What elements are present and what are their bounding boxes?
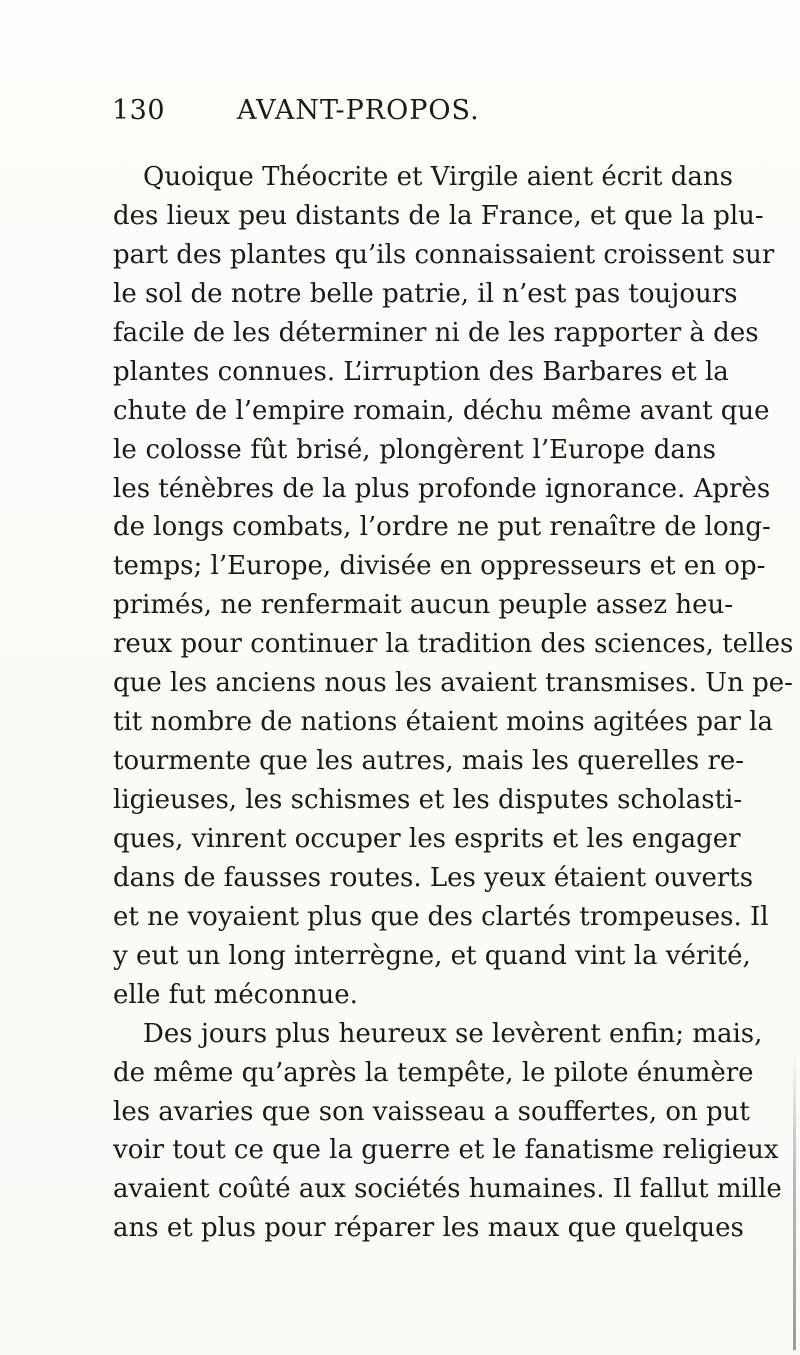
text-line: le colosse fût brisé, plongèrent l’Europe dans <box>113 434 716 465</box>
text-line: plantes connues. L’irruption des Barbares et la <box>113 356 729 387</box>
text-line: elle fut méconnue. <box>113 979 358 1010</box>
text-line: dans de fausses routes. Les yeux étaient ouverts <box>113 862 754 893</box>
text-line: ans et plus pour réparer les maux que quelques <box>113 1213 744 1244</box>
text-line: part des plantes qu’ils connaissaient croissent sur <box>113 239 775 270</box>
text-line: de longs combats, l’ordre ne put renaître de long- <box>113 512 771 543</box>
body-text <box>113 158 794 1248</box>
text-line: reux pour continuer la tradition des sciences, telles <box>113 629 794 660</box>
text-line: ligieuses, les schismes et les disputes scholasti- <box>113 785 743 815</box>
text-line: chute de l’empire romain, déchu même avant que <box>113 395 770 426</box>
text-line: primés, ne renfermait aucun peuple assez heu- <box>113 590 734 621</box>
text-line: Des jours plus heureux se levèrent enfin; mais, <box>143 1018 763 1049</box>
text-line: les ténèbres de la plus profonde ignorance. Après <box>113 473 771 504</box>
text-line: tit nombre de nations étaient moins agitées par la <box>113 707 773 738</box>
text-line: et ne voyaient plus que des clartés trompeuses. Il <box>113 901 769 932</box>
text-line: facile de les déterminer ni de les rapporter à des <box>113 317 759 348</box>
text-line: y eut un long interrègne, et quand vint la vérité, <box>113 940 751 971</box>
running-head-title: AVANT-PROPOS. <box>237 95 480 126</box>
text-line: tourmente que les autres, mais les querelles re- <box>113 746 745 777</box>
text-line: les avaries que son vaisseau a souffertes, on put <box>113 1096 750 1127</box>
page-edge-shadow <box>793 1050 796 1350</box>
text-line: temps; l’Europe, divisée en oppresseurs et en op- <box>113 551 766 582</box>
text-line: le sol de notre belle patrie, il n’est pas toujours <box>113 278 738 309</box>
page-number: 130 <box>112 95 166 126</box>
text-line: de même qu’après la tempête, le pilote énumère <box>113 1057 754 1088</box>
text-line: ques, vinrent occuper les esprits et les engager <box>113 823 741 854</box>
text-line: que les anciens nous les avaient transmises. Un pe- <box>113 668 793 699</box>
text-line: des lieux peu distants de la France, et que la plu- <box>113 200 764 231</box>
text-line: voir tout ce que la guerre et le fanatisme religieux <box>113 1135 779 1166</box>
text-line: Quoique Théocrite et Virgile aient écrit dans <box>143 162 733 192</box>
running-head <box>112 95 712 135</box>
text-line: avaient coûté aux sociétés humaines. Il fallut mille <box>113 1174 782 1205</box>
